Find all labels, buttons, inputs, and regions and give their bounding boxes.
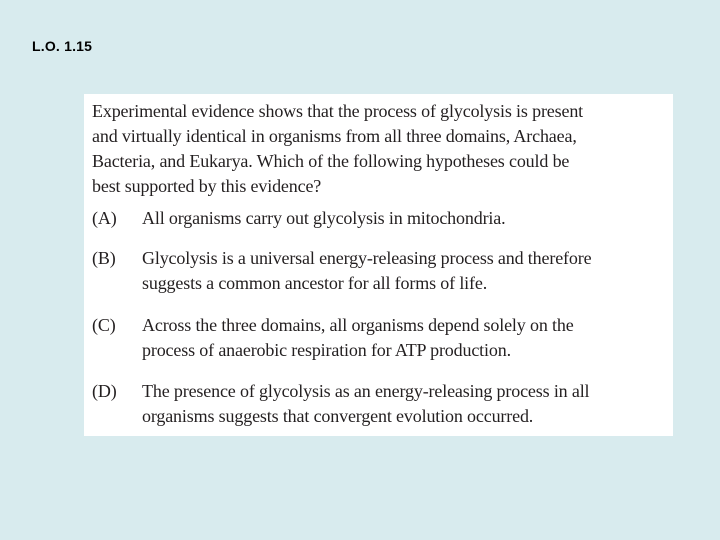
question-stem-line: and virtually identical in organisms from all three domains, Archaea, xyxy=(92,126,577,146)
slide-label: L.O. 1.15 xyxy=(32,38,93,54)
choice-text-a xyxy=(142,206,673,231)
answer-choice-b[interactable] xyxy=(92,246,673,296)
choice-text-c xyxy=(142,313,673,363)
question-stem-line: best supported by this evidence? xyxy=(92,176,322,196)
choice-text-line: The presence of glycolysis as an energy-releasing process in all xyxy=(142,381,590,401)
question-stem-line: Bacteria, and Eukarya. Which of the following hypotheses could be xyxy=(92,151,570,171)
choice-text-line: All organisms carry out glycolysis in mitochondria. xyxy=(142,208,506,228)
question-stem xyxy=(92,99,673,199)
choice-text-b xyxy=(142,246,673,296)
answer-choice-d[interactable] xyxy=(92,379,673,429)
choice-letter-d: (D) xyxy=(92,381,117,401)
question-stem-line: Experimental evidence shows that the process of glycolysis is present xyxy=(92,101,584,121)
choice-letter-c: (C) xyxy=(92,315,116,335)
choice-text-d xyxy=(142,379,673,429)
answer-choice-c[interactable] xyxy=(92,313,673,363)
choice-text-line: organisms suggests that convergent evolution occurred. xyxy=(142,406,534,426)
choice-letter-b: (B) xyxy=(92,248,116,268)
question-panel xyxy=(84,94,673,436)
choice-text-line: Glycolysis is a universal energy-releasing process and therefore xyxy=(142,248,592,268)
choice-letter-a: (A) xyxy=(92,208,117,228)
choice-text-line: process of anaerobic respiration for ATP production. xyxy=(142,340,511,360)
answer-choice-a[interactable] xyxy=(92,206,673,231)
choice-text-line: suggests a common ancestor for all forms of life. xyxy=(142,273,488,293)
choice-text-line: Across the three domains, all organisms depend solely on the xyxy=(142,315,574,335)
